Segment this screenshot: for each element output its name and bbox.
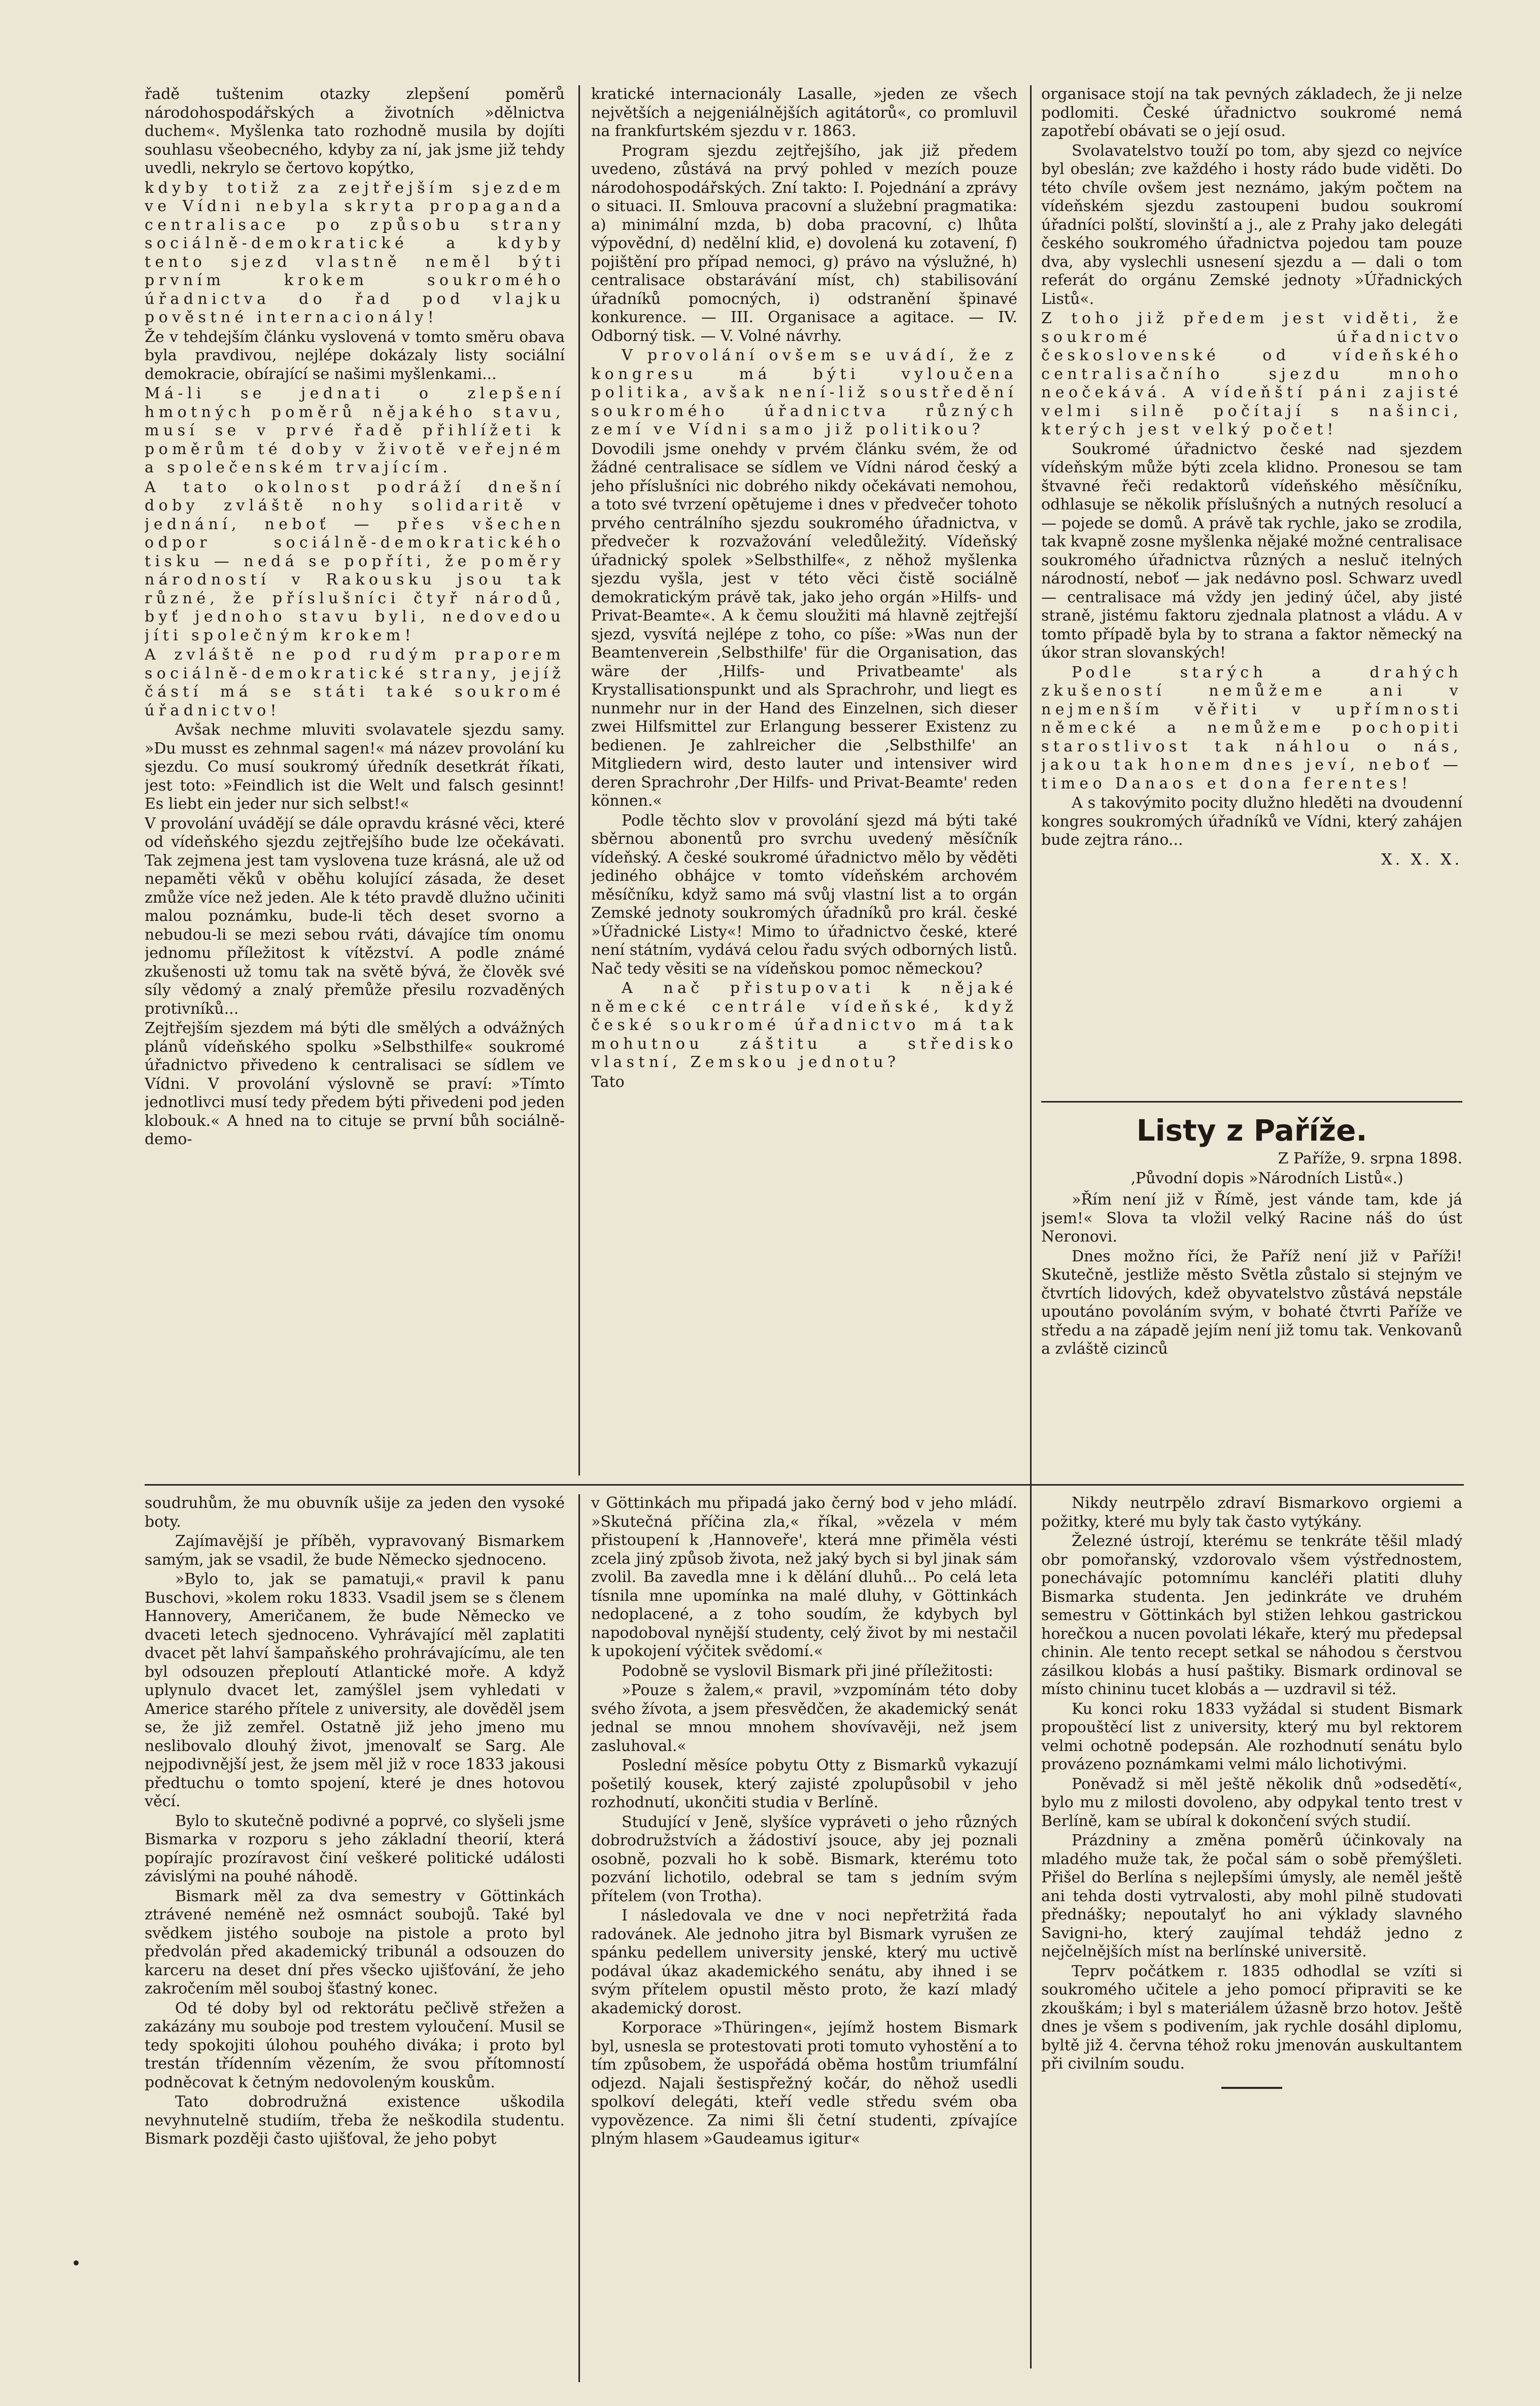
end-rule bbox=[1221, 2087, 1282, 2089]
paragraph: Podle těchto slov v provolání sjezd má býti také sběrnou abonentů pro svrchu uvedený měsíčník vídeňský. A české soukromé úřadnictvo mělo by věděti jediného obhájce v tomto vídeňském archovém měsíčníku, když samo má svůj vlastní list a to orgán Zemské jednoty soukromých úřadníků pro král. české »Úřadnické Listy«! Mimo to úřadnictvo české, které není státním, vydává celou řadu svých odborných listů. Nač tedy věsiti se na vídeňskou pomoc německou? bbox=[591, 811, 1017, 978]
paragraph: A nač přistupovati k nějaké německé centrále vídeňské, když české soukromé úřadnictvo má tak mohutnou záštitu a středisko vlastní, Zemskou jednotu? bbox=[591, 979, 1017, 1071]
paragraph: Tato bbox=[591, 1073, 625, 1091]
paragraph: Avšak nechme mluviti svolavatele sjezdu samy. »Du musst es zehnmal sagen!« má název provolání ku sjezdu. Co musí soukromý úředník desetkrát říkati, jest toto: »Feindlich ist die Welt und falsch gesinnt! Es liebt ein jeder nur sich selbst!« bbox=[145, 721, 565, 813]
top-column-2 bbox=[591, 85, 1017, 1475]
paragraph: organisace stojí na tak pevných základech, že ji nelze podlomiti. České úřadnictvo soukromé nemá zapotřebí obávati se o její osud. bbox=[1041, 85, 1462, 140]
feuilleton-subline: ‚Původní dopis »Národních Listů«.) bbox=[1131, 1169, 1404, 1187]
paragraph: V provolání ovšem se uvádí, že z kongresu má býti vyloučena politika, avšak není-liž soustředění soukromého úřadnictva různých zemí ve Vídni samo již politikou? bbox=[591, 347, 1017, 438]
column-rule bbox=[578, 85, 580, 1475]
paragraph: Soukromé úřadnictvo české nad sjezdem vídeňským může býti zcela klidno. Pronesou se tam štvavné řeči redaktorů vídeňského měsíčníku, odhlasuje se několik příslušných a nutných resolucí a — pojede se domů. A právě tak rychle, jako se zrodila, tak kvapně zosne myšlenka nějaké možné centralisace soukromého úřadnictva různých a nesluč itelných národností, neboť — jak nedávno posl. Schwarz uvedl — centralisace má vždy jen jediný účel, aby jisté straně, jistému faktoru zjednala platnost a vládu. A v tomto případě byla by to strana a faktor německý na úkor stran slovanských! bbox=[1041, 440, 1462, 662]
feuilleton-dateline: Z Paříže, 9. srpna 1898. bbox=[1278, 1150, 1462, 1167]
paragraph: Program sjezdu zejtřejšího, jak již předem uvedeno, zůstává na prvý pohled v mezích pouze národohospodářských. Zní takto: I. Pojednání a zprávy o situaci. II. Smlouva pracovní a služební pragmatika: a) minimální mzda, b) doba pracovní, c) lhůta výpovědní, d) nedělní klid, e) dovolená ku zotavení, f) pojištění pro případ nemoci, g) právo na výslužné, h) centralisace obstarávání míst, ch) stabilisování úřadníků pomocných, i) odstranění špinavé konkurence. — III. Organisace a agitace. — IV. Odborný tisk. — V. Volné návrhy. bbox=[591, 142, 1017, 345]
paragraph: Bylo to skutečně podivné a poprvé, co slyšeli jsme Bismarka v rozporu s jeho základní theorií, která popírajíc prozíravost činí veškeré politické události závislými na pouhé náhodě. bbox=[145, 1812, 565, 1885]
column-rule bbox=[1030, 85, 1032, 2368]
paragraph: Má-li se jednati o zlepšení hmotných poměrů nějakého stavu, musí se v prvé řadě přihlížeti k poměrům té doby v životě veřejném a společenském trvajícím. bbox=[145, 385, 565, 476]
paragraph: »Pouze s žalem,« pravil, »vzpomínám této doby svého žívota, a jsem přesvědčen, že akademický senát jednal se mnou mnohem shovívavěji, než jsem zasluhoval.« bbox=[591, 1681, 1017, 1755]
paragraph: A tato okolnost podráží dnešní doby zvláště nohy solidaritě v jednání, neboť — přes všechen odpor sociálně-demokratického tisku — nedá se popříti, že poměry národností v Rakousku jsou tak různé, že příslušníci čtyř národů, byť jednoho stavu byli, nedovedou jíti společným krokem! bbox=[145, 478, 565, 644]
feuilleton-column-2 bbox=[591, 1494, 1017, 2382]
ink-dot bbox=[74, 2260, 79, 2265]
paragraph: v Göttinkách mu připadá jako černý bod v jeho mládí. »Skutečná příčina zla,« říkal, »vězela v mém přistoupení k ‚Hannoveře', která mne přiměla vésti zcela jiný způsob života, než jaký bych si byl jinak sám zvolil. Ba zavedla mne i k dělání dluhů... Po celá leta tísnila mne upomínka na malé dluhy, v Göttinkách nedoplacené, a z toho soudím, že kdybych byl napodoboval nynější studenty, celý život by mi nestačil k upokojení výčitek svědomí.« bbox=[591, 1494, 1017, 1660]
paragraph: Prázdniny a změna poměrů účinkovaly na mladého muže tak, že počal sám o sobě přemýšleti. Přišel do Berlína s nejlepšími úmysly, ale neměl ještě ani tehda dosti vytrvalosti, aby mohl pilně studovati přednášky; nepoutalyť ho ani výklady slavného Savigni-ho, který zaujímal tehdáž jedno z nejčelnějších míst na berlínské universitě. bbox=[1041, 1832, 1462, 1961]
paragraph: »Bylo to, jak se pamatuji,« pravil k panu Buschovi, »kolem roku 1833. Vsadil jsem se s členem Hannovery, Američanem, že bude Německo ve dvaceti letech sjednoceno. Vyhrávající měl zaplatiti dvacet pět lahví šampaňského prohrávajícímu, ale ten byl odsouzen přeploutí Atlantické moře. A když uplynulo dvacet let, zamýšlel jsem vyhledati v Americe starého přítele z university, ale dověděl jsem se, že již zemřel. Ostatně již jeho jmeno mu neslibovalo dlouhý život, jmenovalť se Sarg. Ale nejpodivnější jest, že jsem měl již v roce 1833 jakousi předtuchu o tomto spojení, které je dnes hotovou věcí. bbox=[145, 1570, 565, 1810]
paragraph: řadě tuštenim otazky zlepšení poměrů národohospodářských a životních »dělnictva duchem«. Myšlenka tato rozhodně musila by dojíti souhlasu všeobecného, kdyby za ní, jak jsme již tehdy uvedli, nekrylo se čertovo kopýtko, bbox=[145, 85, 565, 177]
paragraph: kratické internacionály Lasalle, »jeden ze všech největších a nejgeniálnějších agitátorů«, co promluvil na frankfurtském sjezdu v r. 1863. bbox=[591, 85, 1017, 140]
paragraph: V provolání uvádějí se dále opravdu krásné věci, které od vídeňského sjezdu zejtřejšího bude lze očekávati. Tak zejmena jest tam vyslovena tuze krásná, ale už od nepaměti věků v oběhu kolující zásada, že deset zmůže více než jeden. Ale k této pravdě dlužno učiniti malou poznámku, bude-li těch deset svorno a nebudou-li se mezi sebou rváti, dávajíce tím onomu jednomu příležitost k vítězství. A podle známé zkušenosti už tomu tak na světě bývá, že člověk své síly vědomý a znalý přemůže přesilu rozvaděných protivníků... bbox=[145, 814, 565, 1018]
paragraph: A zvláště ne pod rudým praporem sociálně-demokratické strany, jejíž částí má se státi také soukromé úřadnictvo! bbox=[145, 646, 565, 719]
paragraph: Ku konci roku 1833 vyžádal si student Bismark propouštěcí list z university, který mu byl rektorem velmi ochotně podepsán. Ale rozhodnutí senátu bylo provázeno poznámkami velmi málo lichotivými. bbox=[1041, 1700, 1462, 1773]
paragraph: soudruhům, že mu obuvník ušije za jeden den vysoké boty. bbox=[145, 1494, 565, 1531]
top-column-1 bbox=[145, 85, 565, 1475]
paragraph: Tato dobrodružná existence uškodila nevyhnutelně studiím, třeba že neškodila studentu. Bismark později často ujišťoval, že jeho pobyt bbox=[145, 2093, 565, 2148]
feuilleton-column-1 bbox=[145, 1494, 565, 2382]
paragraph: Železné ústrojí, kterému se tenkráte těšil mladý obr pomořanský, vzdorovalo všem výstřednostem, ponechávajíc potomnímu kancléři platiti dluhy Bismarka studenta. Jen jedinkráte ve druhém semestru v Göttinkách byl stižen lehkou gastrickou horečkou a nucen povolati lékaře, který mu předepsal chinin. Ale tento recept setkal se náhodou s čerstvou zásilkou klobás a husí paštiky. Bismark ordinoval se místo chininu tucet klobás a — uzdravil si též. bbox=[1041, 1532, 1462, 1698]
paragraph: Korporace »Thüringen«, jejímž hostem Bismark byl, usnesla se protestovati proti tomuto vyhostění a to tím způsobem, že uspořádá oběma hostům triumfální odjezd. Najali šestispřežný kočár, do něhož usedli spolkoví delegáti, kteří vedle středu svém oba vypovězence. Za nimi šli četní studenti, zpívajíce plným hlasem »Gaudeamus igitur« bbox=[591, 2019, 1017, 2148]
paragraph: Zajímavější je příběh, vypravovaný Bismarkem samým, jak se vsadil, že bude Německo sjednoceno. bbox=[145, 1532, 565, 1569]
column-rule bbox=[578, 1494, 580, 2382]
feuilleton-rule bbox=[145, 1484, 1464, 1486]
paragraph: Dnes možno říci, že Paříž není již v Paříži! Skutečně, jestliže město Světla zůstalo si stejným ve čtvrtích lidových, kdež obyvatelstvo zůstává nepstále upoutáno povoláním svým, v bohaté čtvrti Paříže ve středu a na západě jejím není již tomu tak. Venkovanů a zvláště cizinců bbox=[1041, 1247, 1462, 1358]
paragraph: Od té doby byl od rektorátu pečlivě střežen a zakázány mu souboje pod trestem vyloučení. Musil se tedy spokojiti úlohou pouhého diváka; i proto byl trestán třídenním vězením, že svou přítomností podněcovat k četným nedovoleným kouskům. bbox=[145, 1999, 565, 2091]
paragraph: Zejtřejším sjezdem má býti dle smělých a odvážných plánů vídeňského spolku »Selbsthilfe« soukromé úřadnictvo přivedeno k centralisaci se sídlem ve Vídni. V provolání výslovně se praví: »Tímto jednotlivci musí tedy předem býti přivedeni pod jeden klobouk.« A hned na to cituje se první bůh sociálně-demo- bbox=[145, 1019, 565, 1148]
paragraph: kdyby totiž za zejtřejším sjezdem ve Vídni nebyla skryta propaganda centralisace po způsobu strany sociálně-demokratické a kdyby tento sjezd vlastně neměl býti prvním krokem soukromého úřadnictva do řad pod vlajku pověstné internacionály! bbox=[145, 179, 565, 326]
signature: X. X. X. bbox=[1381, 850, 1462, 869]
paragraph: Svolavatelstvo touží po tom, aby sjezd co nejvíce byl obeslán; zve každého i hosty rádo bude viděti. Do této chvíle ovšem jest neznámo, jakým počtem na vídeňském sjezdu zastoupeni budou soukromí úřadníci polští, slovinští a j., ale z Prahy jako delegáti českého soukromého úřadnictva pojedou tam pouze dva, aby vyslechli usnesení sjezdu a — dali o tom referát do orgánu Zemské jednoty »Úřadnických Listů«. bbox=[1041, 142, 1462, 308]
paragraph: Podle starých a drahých zkušeností nemůžeme ani v nejmenším věřiti v upřímnosti německé a nemůžeme pochopiti starostlivost tak náhlou o nás, jakou tak honem dnes jeví, neboť — timeo Danaos et dona ferentes! bbox=[1041, 663, 1462, 793]
paragraph: A s takovýmito pocity dlužno hleděti na dvoudenní kongres soukromých úřadníků ve Vídni, který zahájen bude zejtra ráno... bbox=[1041, 794, 1462, 849]
paragraph: Nikdy neutrpělo zdraví Bismarkovo orgiemi a požitky, které mu byly tak často vytýkány. bbox=[1041, 1494, 1462, 1531]
feuilleton-header-column bbox=[1041, 1106, 1462, 1476]
paragraph: Teprv počátkem r. 1835 odhodlal se vzíti si soukromého učitele a jeho pomocí připraviti se ke zkouškám; i byl s materiálem úžasně brzo hotov. Ještě dnes je všem s podivením, jak rychle dosáhl diplomu, byltě již 4. června téhož roku jmenován auskultantem při civilním soudu. bbox=[1041, 1962, 1462, 2073]
paragraph: I následovala ve dne v noci nepřetržitá řada radovánek. Ale jednoho jitra byl Bismark vyrušen ze spánku pedellem university jenské, který mu uctivě podával úkaz akademického senátu, aby ihned i se svým přítelem opustil město proto, že kazí mladý akademický dorost. bbox=[591, 1907, 1017, 2017]
paragraph: Poslední měsíce pobytu Otty z Bismarků vykazují pošetilý kousek, který zajisté zpolupůsobil v jeho rozhodnutí, ukončiti studia v Berlíně. bbox=[591, 1757, 1017, 1811]
paragraph: Studující v Jeně, slyšíce vypráveti o jeho různých dobrodružstvích a žádostiví jsouce, aby jej poznali osobně, pozvali ho k sobě. Bismark, kterému toto pozvání lichotilo, odebral se tam s jedním svým přítelem (von Trotha). bbox=[591, 1813, 1017, 1905]
paragraph: Dovodili jsme onehdy v prvém článku svém, že od žádné centralisace se sídlem ve Vídni národ český a jeho příslušníci nic dobrého nikdy očekávati nemohou, a toto své tvrzení opětujeme i dnes v předvečer tohoto prvého centrálního sjezdu soukromého úřadnictva, v předvečer k rozvažování veledůležitý. Vídeňský úřadnický spolek »Selbsthilfe«, z něhož myšlenka sjezdu vyšla, jest v této věci čistě sociálně demokratickým právě tak, jako jeho orgán »Hilfs- und Privat-Beamte«. A k čemu sloužiti má hlavně zejtřejší sjezd, vysvítá nejlépe z toho, co píše: »Was nun der Beamtenverein ‚Selbsthilfe' für die Organisation, das wäre der ‚Hilfs- und Privatbeamte' als Krystallisationspunkt und als Sprachrohr, und liegt es nunmehr nur in der Hand des Einzelnen, sich dieser zwei Hilfsmittel zur Erlangung besserer Existenz zu bedienen. Je zahlreicher die ‚Selbsthilfe' an Mitgliedern wird, desto lauter und intensiver wird deren Sprachrohr ‚Der Hilfs- und Privat-Beamte' reden können.« bbox=[591, 440, 1017, 810]
feuilleton-title: Listy z Paříže. bbox=[1136, 1113, 1367, 1148]
paragraph: »Řím není již v Římě, jest vánde tam, kde já jsem!« Slova ta vložil velký Racine náš do úst Neronovi. bbox=[1041, 1191, 1462, 1246]
feuilleton-column-3 bbox=[1041, 1494, 1462, 2382]
paragraph: Že v tehdejším článku vyslovená v tomto směru obava byla pravdivou, nejlépe dokázaly listy sociální demokracie, obírající se našimi myšlenkami... bbox=[145, 328, 565, 383]
paragraph: Bismark měl za dva semestry v Göttinkách ztrávené neméně než osmnáct soubojů. Také byl svědkem jistého souboje na pistole a proto byl předvolán před akademický tribunál a odsouzen do karceru na deset dní přes všecko ujišťování, že jeho zakročením měl souboj šťastný konec. bbox=[145, 1887, 565, 1998]
paragraph: Z toho již předem jest viděti, že soukromé úřadnictvo československé od vídeňského centralisačního sjezdu mnoho neočekává. A vídeňští páni zajisté velmi silně počítají s našinci, kterých jest velký počet! bbox=[1041, 310, 1462, 438]
section-rule bbox=[1041, 1101, 1462, 1103]
top-column-3 bbox=[1041, 85, 1462, 1100]
paragraph: Poněvadž si měl ještě několik dnů »odsedětí«, bylo mu z milosti dovoleno, aby odpykal tento trest v Berlíně, kam se ubíral k dokončení svých studií. bbox=[1041, 1775, 1462, 1830]
paragraph: Podobně se vyslovil Bismark při jiné příležitosti: bbox=[622, 1662, 994, 1680]
